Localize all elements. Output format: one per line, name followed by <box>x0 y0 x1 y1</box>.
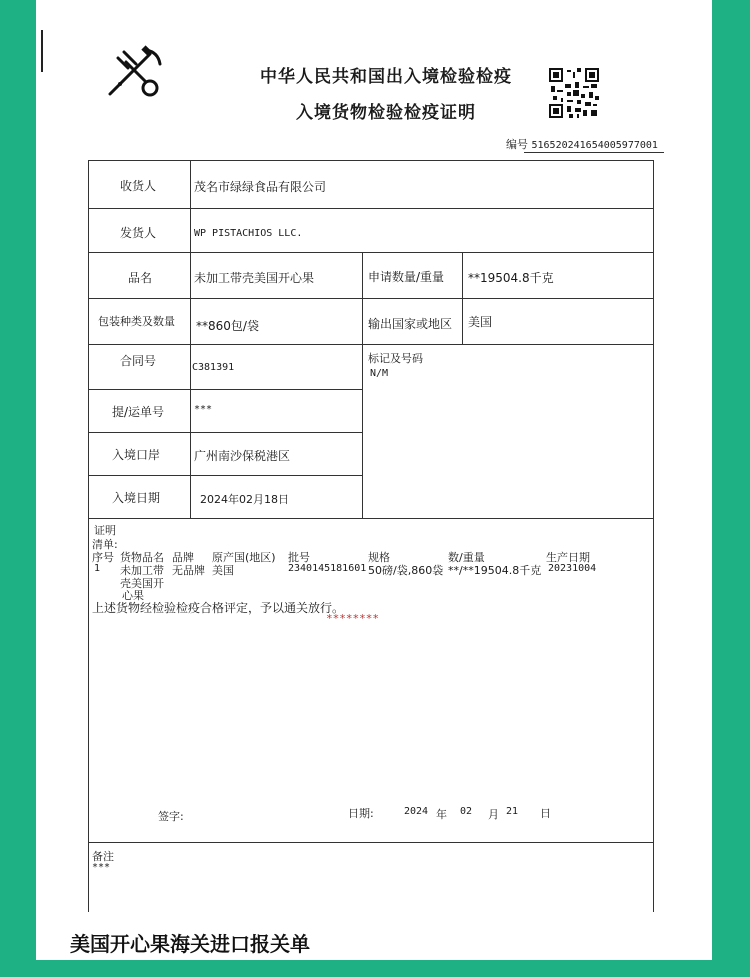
row-line <box>88 475 362 476</box>
consignor-value: WP PISTACHIOS LLC. <box>194 228 303 239</box>
row-line <box>88 389 362 390</box>
list-label: 清单: <box>92 538 118 551</box>
col-no-header: 序号 <box>92 551 114 564</box>
col-brand-header: 品牌 <box>172 551 194 564</box>
image-caption <box>36 912 712 960</box>
packing-value: **860包/袋 <box>196 319 259 333</box>
bill-of-lading-value: *** <box>194 404 213 415</box>
certificate-paper <box>36 0 712 960</box>
row-goods-name-1: 未加工带 <box>120 564 164 577</box>
origin-country-label: 输出国家或地区 <box>368 317 453 331</box>
product-label: 品名 <box>128 271 153 285</box>
entry-date-label: 入境日期 <box>112 491 161 505</box>
serial-value: 51652024165400597700​1 <box>531 140 658 151</box>
sign-year-unit: 年 <box>436 808 447 821</box>
row-line <box>88 842 654 843</box>
remarks-value: *** <box>92 862 111 873</box>
caption-text: 美国开心果海关进口报关单 <box>70 932 310 956</box>
contract-label: 合同号 <box>120 354 157 368</box>
row-goods-name-3: 心果 <box>122 589 144 602</box>
row-origin: 美国 <box>212 564 234 577</box>
row-line <box>88 252 654 253</box>
row-qty: **/**19504.8千克 <box>448 564 542 577</box>
col-line <box>462 252 463 344</box>
entry-port-value: 广州南沙保税港区 <box>194 449 291 463</box>
serial-label: 编号 <box>506 138 528 151</box>
row-batch: 2340145181601 <box>288 563 367 574</box>
sign-year: 2024 <box>404 806 429 817</box>
entry-port-label: 入境口岸 <box>112 448 161 462</box>
bill-of-lading-label: 提/运单号 <box>112 405 165 419</box>
entry-date-value: 2024年02月18日 <box>200 493 289 506</box>
document-title-line1: 中华人民共和国出入境检验检疫 <box>260 67 512 87</box>
col-line <box>362 252 363 518</box>
frame-left <box>88 160 89 912</box>
certificate-heading: 证明 <box>94 524 116 537</box>
consignee-label: 收货人 <box>120 179 157 193</box>
col-batch-header: 批号 <box>288 551 310 564</box>
packing-label: 包装种类及数量 <box>98 315 175 328</box>
row-brand: 无品牌 <box>172 564 205 577</box>
quantity-value: **19504.8千克 <box>468 271 554 285</box>
col-line <box>190 160 191 518</box>
row-spec: 50磅/袋,860袋 <box>368 564 444 577</box>
row-goods-name-2: 壳美国开 <box>120 577 164 590</box>
document-title-line2: 入境货物检验检疫证明 <box>296 103 476 123</box>
marks-value: N/M <box>370 368 389 379</box>
row-prod-date: 20231004 <box>548 563 597 574</box>
certificate-form <box>36 0 712 960</box>
col-origin-header: 原产国(地区) <box>212 551 276 564</box>
col-goods-header: 货物品名 <box>120 551 164 564</box>
quantity-label: 申请数量/重量 <box>368 270 445 284</box>
sign-date-label: 日期: <box>348 807 374 820</box>
sign-month-unit: 月 <box>488 808 499 821</box>
sign-day-unit: 日 <box>540 807 551 820</box>
col-prod-date-header: 生产日期 <box>546 551 590 564</box>
row-line <box>88 344 654 345</box>
row-line <box>88 208 654 209</box>
sign-day: 21 <box>506 806 519 817</box>
row-line <box>88 518 654 519</box>
origin-country-value: 美国 <box>468 315 493 329</box>
frame-top <box>88 160 654 161</box>
col-qty-header: 数/重量 <box>448 551 485 564</box>
approval-statement: 上述货物经检验检疫合格评定，予以通关放行。 <box>92 601 345 615</box>
col-spec-header: 规格 <box>368 551 390 564</box>
frame-right <box>653 160 654 912</box>
marks-label: 标记及号码 <box>368 352 423 365</box>
row-no: 1 <box>94 563 101 574</box>
sign-month: 02 <box>460 806 473 817</box>
redacted-stamp: ******** <box>326 612 379 625</box>
remarks-label: 备注 <box>92 850 114 863</box>
row-line <box>88 298 654 299</box>
contract-value: C381391 <box>192 362 235 373</box>
consignee-value: 茂名市绿绿食品有限公司 <box>194 180 327 194</box>
row-line <box>88 432 362 433</box>
product-value: 未加工带壳美国开心果 <box>194 271 315 285</box>
consignor-label: 发货人 <box>120 226 157 240</box>
signature-label: 签字: <box>158 810 184 823</box>
